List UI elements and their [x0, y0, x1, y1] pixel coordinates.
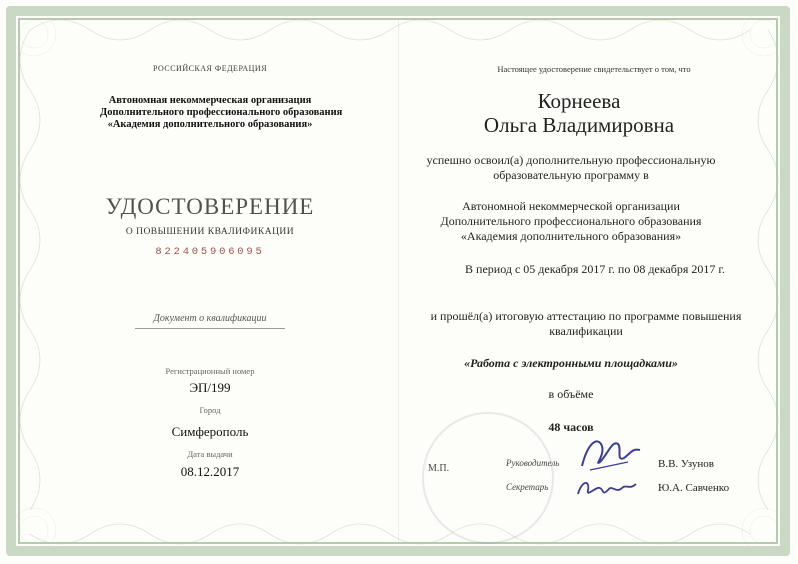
volume-label: в объёме	[548, 387, 594, 401]
holder-surname: Корнеева	[537, 89, 621, 113]
divider	[135, 328, 285, 329]
serial-number: 822405906095	[155, 246, 265, 258]
issuer-org-line-1: Автономная некоммерческая организация	[108, 95, 312, 106]
head-label: Руководитель	[506, 458, 560, 468]
city-label: Город	[199, 405, 221, 415]
head-name: В.В. Узунов	[658, 458, 714, 470]
head-signature-icon	[578, 432, 644, 474]
issuer-org-line-2: Дополнительного профессионального образования	[100, 107, 343, 118]
document-type-label: Документ о квалификации	[153, 313, 267, 324]
secretary-name: Ю.А. Савченко	[658, 482, 730, 494]
hours-value: 48 часов	[548, 420, 594, 434]
seal-placeholder-label: М.П.	[428, 463, 450, 474]
intro-text: Настоящее удостоверение свидетельствует о том, что	[497, 64, 691, 74]
org-line-1: Автономной некоммерческой организации	[462, 199, 680, 213]
issue-date: 08.12.2017	[180, 464, 240, 479]
country-label: РОССИЙСКАЯ ФЕДЕРАЦИЯ	[152, 64, 268, 73]
org-line-2: Дополнительного профессионального образования	[440, 214, 702, 228]
document-subtitle: О ПОВЫШЕНИИ КВАЛИФИКАЦИИ	[125, 227, 295, 237]
secretary-label: Секретарь	[506, 482, 549, 492]
org-line-3: «Академия дополнительного образования»	[460, 229, 682, 243]
seal-stamp	[422, 412, 554, 544]
registration-number: ЭП/199	[189, 380, 231, 395]
attestation-line-1: и прошёл(а) итоговую аттестацию по программе повышения	[430, 309, 742, 323]
program-title: «Работа с электронными площадками»	[464, 356, 678, 370]
mastered-line-1: успешно освоил(а) дополнительную профессиональную	[426, 153, 716, 167]
holder-given-names: Ольга Владимировна	[483, 113, 675, 137]
mastered-line-2: образовательную программу в	[493, 168, 649, 182]
registration-label: Регистрационный номер	[165, 366, 255, 376]
city-value: Симферополь	[171, 424, 249, 439]
training-period: В период с 05 декабря 2017 г. по 08 декабря 2017 г.	[465, 262, 725, 276]
issuer-org-line-3: «Академия дополнительного образования»	[107, 119, 313, 130]
issue-date-label: Дата выдачи	[187, 449, 233, 459]
document-title: УДОСТОВЕРЕНИЕ	[105, 194, 315, 219]
secretary-signature-icon	[574, 472, 640, 502]
attestation-line-2: квалификации	[549, 324, 623, 338]
